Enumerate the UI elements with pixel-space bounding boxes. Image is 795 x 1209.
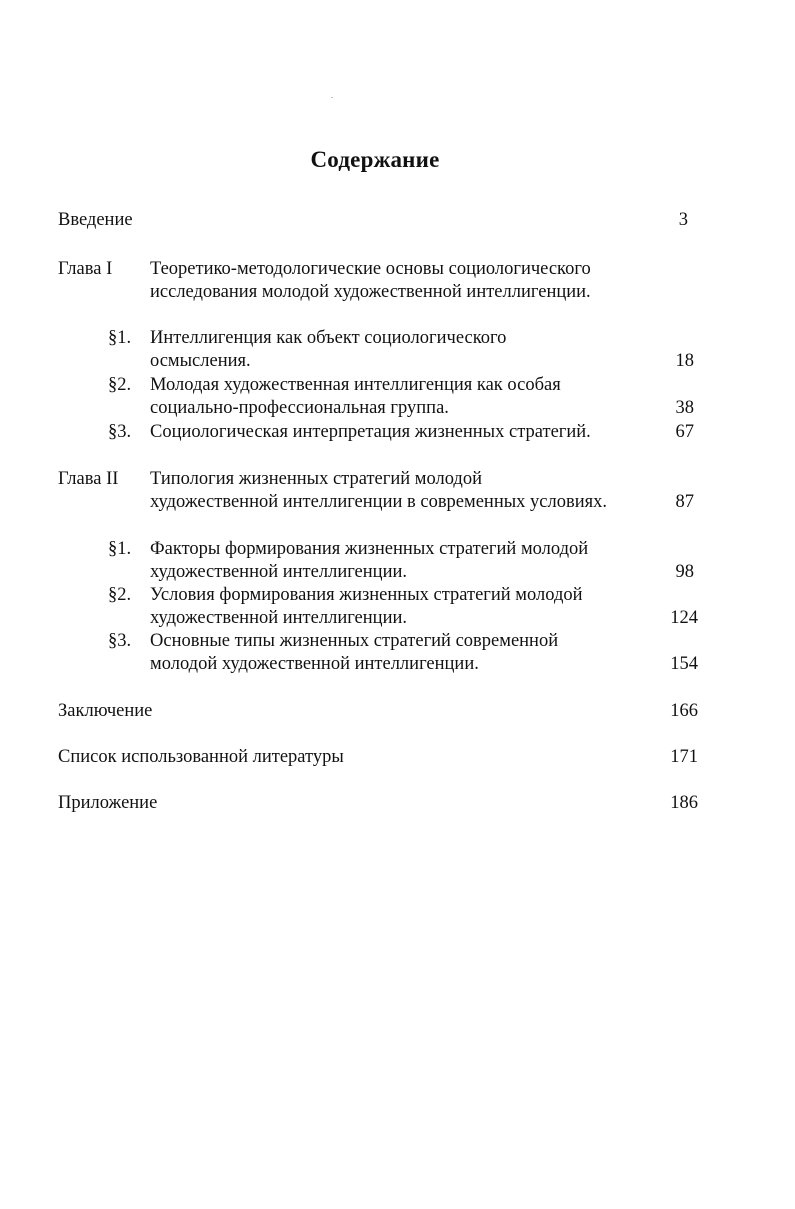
toc-section-title-line2: молодой художественной интеллигенции. <box>150 654 479 674</box>
toc-section-title-line1: Интеллигенция как объект социологического <box>150 328 507 348</box>
toc-chapter-label: Глава I <box>58 259 113 279</box>
toc-section-title-line2: осмысления. <box>150 351 251 371</box>
toc-section-title-line1: Условия формирования жизненных стратегий молодой <box>150 585 583 605</box>
toc-page-number: 87 <box>675 492 694 512</box>
toc-page-number: 18 <box>675 351 694 371</box>
toc-page-number: 154 <box>670 654 698 674</box>
toc-label: Список использованной литературы <box>58 747 344 767</box>
toc-label: Заключение <box>58 701 153 721</box>
toc-section-title-line2: художественной интеллигенции. <box>150 562 407 582</box>
toc-section-title-line1: Социологическая интерпретация жизненных стратегий. <box>150 422 591 442</box>
toc-label: Введение <box>58 210 133 230</box>
toc-section-title-line2: художественной интеллигенции. <box>150 608 407 628</box>
toc-section-title-line1: Молодая художественная интеллигенция как особая <box>150 375 561 395</box>
toc-section-title-line1: Факторы формирования жизненных стратегий молодой <box>150 539 589 559</box>
scan-speck <box>331 97 333 98</box>
toc-chapter-label: Глава II <box>58 469 119 489</box>
toc-page-number: 38 <box>675 398 694 418</box>
toc-page-number: 98 <box>675 562 694 582</box>
toc-label: Приложение <box>58 793 158 813</box>
toc-section-title-line2: социально-профессиональная группа. <box>150 398 449 418</box>
toc-chapter-title-line1: Типология жизненных стратегий молодой <box>150 469 482 489</box>
toc-section-mark: §2. <box>108 375 132 395</box>
toc-section-mark: §1. <box>108 328 132 348</box>
toc-chapter-title-line2: художественной интеллигенции в современных условиях. <box>150 492 607 512</box>
toc-section-mark: §3. <box>108 631 132 651</box>
toc-page-number: 171 <box>670 747 698 767</box>
toc-section-mark: §1. <box>108 539 132 559</box>
toc-page-number: 67 <box>675 422 694 442</box>
toc-section-mark: §2. <box>108 585 132 605</box>
toc-section-title-line1: Основные типы жизненных стратегий современной <box>150 631 559 651</box>
page-title: Содержание <box>310 147 440 172</box>
toc-page-number: 186 <box>670 793 698 813</box>
toc-section-mark: §3. <box>108 422 132 442</box>
toc-chapter-title-line2: исследования молодой художественной интеллигенции. <box>150 282 591 302</box>
toc-chapter-title-line1: Теоретико-методологические основы социологического <box>150 259 591 279</box>
toc-page-number: 3 <box>678 210 688 230</box>
toc-page-number: 166 <box>670 701 698 721</box>
toc-page-number: 124 <box>670 608 698 628</box>
